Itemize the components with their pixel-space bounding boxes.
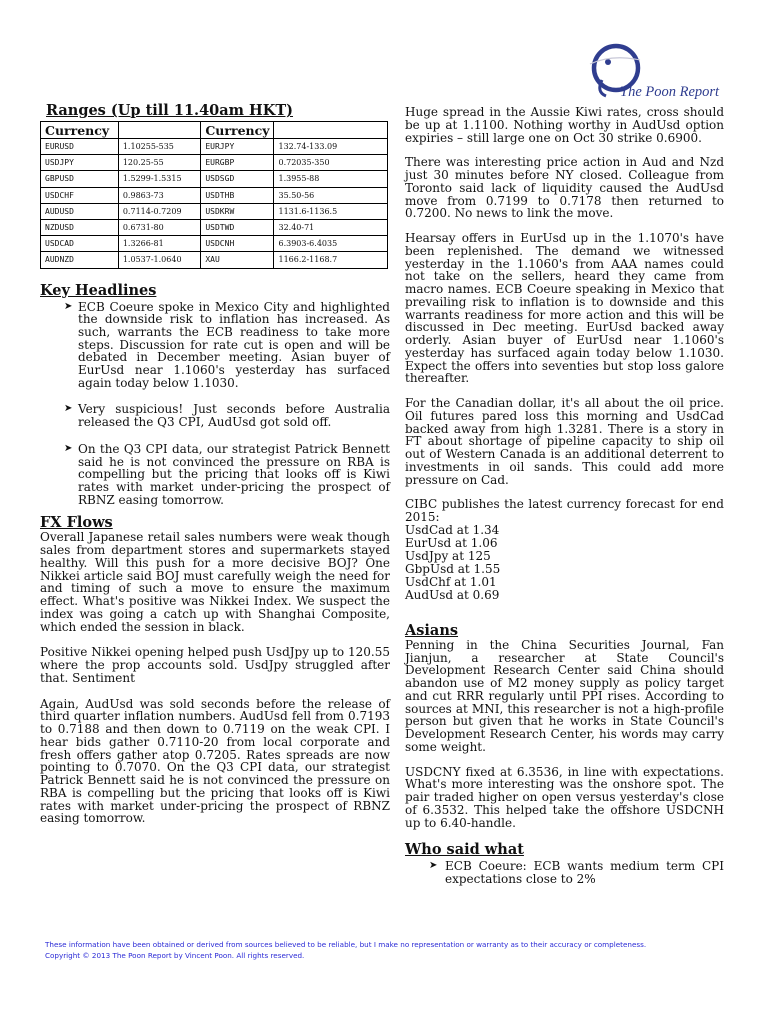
range-value: 0.7114-0.7209 (118, 203, 201, 219)
range-value: 1.5299-1.5315 (118, 171, 201, 187)
forecast-item: UsdChf at 1.01 (405, 574, 497, 589)
forecast-list (405, 524, 724, 602)
currency-pair: EURGBP (201, 155, 274, 171)
right-column (405, 106, 724, 900)
list-item (40, 443, 390, 507)
currency-pair: USDCAD (41, 236, 119, 252)
table-header-row (41, 122, 388, 139)
asians-paragraph: USDCNY fixed at 6.3536, in line with expectations. What's more interesting was the onshore spot. The pair traded higher on open versus yesterday's close of 6.3532. This helped take the offshore USDCNH up to 6.40-handle. (405, 764, 724, 830)
currency-pair: GBPUSD (41, 171, 119, 187)
arrow-bullet-icon: ➤ (64, 442, 73, 454)
range-value: 0.9863-73 (118, 187, 201, 203)
range-value: 0.6731-80 (118, 219, 201, 235)
forecast-item: AudUsd at 0.69 (405, 587, 500, 602)
table-row (41, 171, 388, 187)
logo-text: The Poon Report (620, 84, 720, 100)
currency-pair: USDTWD (201, 219, 274, 235)
fx-paragraph: Overall Japanese retail sales numbers were weak though sales from department stores and supermarkets stayed healthy. Will this push for a more decisive BOJ? One Nikkei article said BOJ must carefully weigh the need for and timing of such a move to ensure the maximum effect. What's positive was Nikkei Index. We suspect the index was going a catch up with Shanghai Composite, which ended the session in black. (40, 530, 390, 634)
ranges-table (40, 121, 388, 269)
forecast-intro: CIBC publishes the latest currency forecast for end 2015: (405, 497, 724, 524)
body-paragraph: Huge spread in the Aussie Kiwi rates, cross should be up at 1.1100. Nothing worthy in AudUsd option expiries – still large one on Oct 30 strike 0.6900. (405, 105, 724, 145)
arrow-bullet-icon: ➤ (64, 403, 73, 415)
range-value: 1131.6-1136.5 (274, 203, 388, 219)
quotes-list (405, 860, 724, 885)
fx-flows-section (40, 514, 390, 825)
asians-title: Asians (405, 621, 459, 639)
table-header (118, 122, 201, 139)
body-paragraph: There was interesting price action in Aud and Nzd just 30 minutes before NY closed. Colleague from Toronto said lack of liquidity caused the AudUsd move from 0.7199 to 0.7178 then returned to 0.7200. No news to link the move. (405, 155, 724, 221)
currency-pair: AUDNZD (41, 252, 119, 268)
range-value: 1.10255-535 (118, 139, 201, 155)
table-row (41, 252, 388, 268)
copyright-text: Copyright © 2013 The Poon Report by Vincent Poon. All rights reserved. (45, 950, 305, 960)
disclaimer-text: These information have been obtained or derived from sources believed to be reliable, but I make no representation or warranty as to their accuracy or completeness. (45, 940, 647, 949)
headline-text: Very suspicious! Just seconds before Australia released the Q3 CPI, AudUsd got sold off. (78, 402, 390, 430)
who-said-what-section (405, 841, 724, 885)
range-value: 120.25-55 (118, 155, 201, 171)
key-headlines-title: Key Headlines (40, 281, 157, 299)
list-item (40, 403, 390, 428)
currency-pair: XAU (201, 252, 274, 268)
table-row (41, 187, 388, 203)
asians-section (405, 622, 724, 830)
forecast-item: EurUsd at 1.06 (405, 535, 498, 550)
table-row (41, 155, 388, 171)
forecast-item: UsdJpy at 125 (405, 548, 491, 563)
left-column (40, 102, 390, 838)
arrow-bullet-icon: ➤ (64, 300, 73, 312)
headlines-list (40, 301, 390, 507)
range-value: 1.3266-81 (118, 236, 201, 252)
quote-text: ECB Coeure: ECB wants medium term CPI expectations close to 2% (445, 859, 724, 886)
headline-text: ECB Coeure spoke in Mexico City and highlighted the downside risk to inflation has increased. As such, warrants the ECB readiness to take more steps. Discussion for rate cut is open and will be debated in December meeting. Asian buyer of EurUsd near 1.1060's yesterday has surfaced again today below 1.1030. (78, 299, 390, 390)
fx-paragraph: Again, AudUsd was sold seconds before the release of third quarter inflation numbers. AudUsd fell from 0.7193 to 0.7188 and then down to 0.7119 on the weak CPI. I hear bids gather 0.7110-20 from local corporate and fresh offers gather atop 0.7205. Rates spreads are now pointing to 0.7070. On the Q3 CPI data, our strategist Patrick Bennett said he is not convinced the pressure on RBA is compelling but the pricing that looks off is Kiwi rates with market under-pricing the prospect of RBNZ easing tomorrow. (40, 696, 390, 826)
asians-paragraph: Penning in the China Securities Journal, Fan Jianjun, a researcher at State Council's Development Research Center said China should abandon use of M2 money supply as policy target and cut RRR regularly until PPI rises. According to sources at MNI, this researcher is not a high-profile person but given that he works in State Council's Development Research Center, his words may carry some weight. (405, 637, 724, 754)
currency-pair: USDCHF (41, 187, 119, 203)
currency-pair: NZDUSD (41, 219, 119, 235)
fx-flows-title: FX Flows (40, 514, 113, 532)
forecast-item: GbpUsd at 1.55 (405, 561, 501, 576)
fx-paragraph: Positive Nikkei opening helped push UsdJpy up to 120.55 where the prop accounts sold. UsdJpy struggled after that. Sentiment (40, 645, 390, 685)
table-header (274, 122, 388, 139)
body-paragraph: Hearsay offers in EurUsd up in the 1.1070's have been replenished. The demand we witnessed yesterday in the 1.1060's from AAA names could not take on the sellers, heard they came from macro names. ECB Coeure speaking in Mexico that prevailing risk to inflation is to downside and this warrants readiness for more action and this will be discussed in Dec meeting. EurUsd backed away orderly. Asian buyer of EurUsd near 1.1060's yesterday has surfaced again today below 1.1030. Expect the offers into seventies but stop loss galore thereafter. (405, 231, 724, 386)
arrow-bullet-icon: ➤ (429, 860, 438, 872)
table-row (41, 236, 388, 252)
table-header: Currency (41, 122, 119, 139)
who-said-what-title: Who said what (405, 841, 524, 859)
headline-text: On the Q3 CPI data, our strategist Patrick Bennett said he is not convinced the pressure on RBA is compelling but the pricing that looks off is Kiwi rates with market under-pricing the prospect of RBNZ easing tomorrow. (78, 441, 390, 507)
list-item (405, 860, 724, 885)
body-paragraph: For the Canadian dollar, it's all about the oil price. Oil futures pared loss this morning and UsdCad backed away from high 1.3281. There is a story in FT about shortage of pipeline capacity to ship oil out of Western Canada is an additional deterrent to investments in oil sands. This could add more pressure on Cad. (405, 396, 724, 487)
currency-pair: USDSGD (201, 171, 274, 187)
ranges-title: Ranges (Up till 11.40am HKT) (46, 102, 294, 119)
key-headlines-section (40, 282, 390, 507)
currency-pair: EURJPY (201, 139, 274, 155)
currency-pair: EURUSD (41, 139, 119, 155)
range-value: 132.74-133.09 (274, 139, 388, 155)
table-header: Currency (201, 122, 274, 139)
footer (45, 940, 745, 961)
list-item (40, 301, 390, 390)
range-value: 1.0537-1.0640 (118, 252, 201, 268)
currency-pair: USDCNH (201, 236, 274, 252)
range-value: 0.72035-350 (274, 155, 388, 171)
currency-pair: USDJPY (41, 155, 119, 171)
range-value: 6.3903-6.4035 (274, 236, 388, 252)
forecast-item: UsdCad at 1.34 (405, 522, 500, 537)
currency-pair: USDTHB (201, 187, 274, 203)
range-value: 35.50-56 (274, 187, 388, 203)
table-row (41, 219, 388, 235)
table-row (41, 203, 388, 219)
currency-pair: AUDUSD (41, 203, 119, 219)
table-row (41, 139, 388, 155)
poon-report-logo (582, 40, 758, 110)
range-value: 32.40-71 (274, 219, 388, 235)
range-value: 1.3955-88 (274, 171, 388, 187)
currency-pair: USDKRW (201, 203, 274, 219)
range-value: 1166.2-1168.7 (274, 252, 388, 268)
